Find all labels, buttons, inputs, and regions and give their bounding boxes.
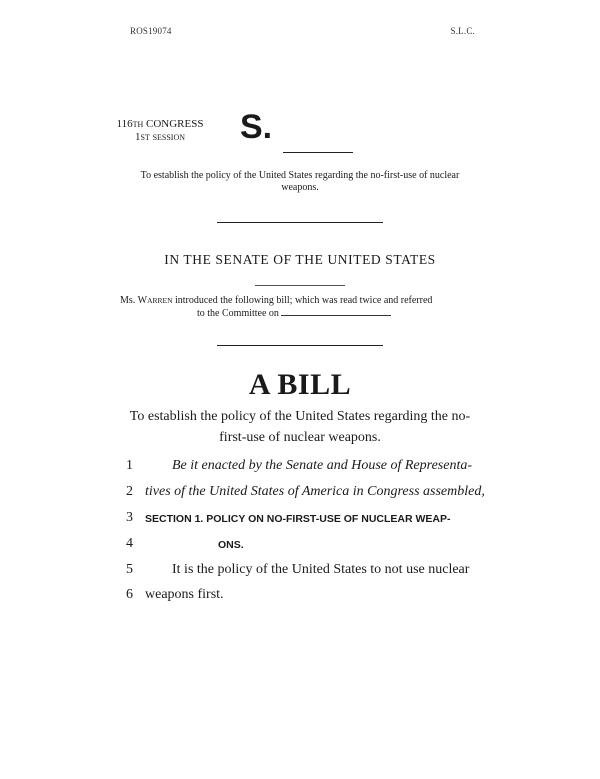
thin-divider <box>255 285 345 286</box>
bill-heading: A BILL <box>248 368 352 401</box>
introduction-statement <box>120 294 480 320</box>
line-number: 1 <box>126 458 133 473</box>
line-number: 6 <box>126 587 133 602</box>
session-word: SESSION <box>152 133 186 142</box>
chamber-heading: IN THE SENATE OF THE UNITED STATES <box>164 252 436 267</box>
session-label <box>100 131 220 144</box>
sponsor-prefix: Ms. <box>120 295 138 306</box>
document-id: ROS19074 <box>130 26 172 36</box>
bill-line <box>0 536 600 562</box>
section-heading-cont: ONS. <box>218 539 244 551</box>
section-heading: SECTION 1. POLICY ON NO-FIRST-USE OF NUCLEAR WEAP- <box>145 513 451 525</box>
congress-number: 116 <box>116 118 133 130</box>
bill-prefix: S. <box>240 108 273 146</box>
bill-line <box>0 562 600 588</box>
divider-rule <box>217 345 383 346</box>
line-text: weapons first. <box>145 587 224 602</box>
line-number: 5 <box>126 562 133 577</box>
intro-text-2: to the Committee on <box>197 308 279 319</box>
congress-word: CONGRESS <box>146 118 204 130</box>
congress-label <box>100 118 220 131</box>
line-text: tives of the United States of America in Congress assembled, <box>145 484 485 499</box>
line-number: 4 <box>126 536 133 551</box>
line-text: It is the policy of the United States to not use nuclear <box>172 562 470 577</box>
line-number: 2 <box>126 484 133 499</box>
divider-rule <box>217 222 383 223</box>
congress-session-block <box>100 118 220 144</box>
line-number: 3 <box>126 510 133 525</box>
line-text: Be it enacted by the Senate and House of Representa- <box>172 458 472 473</box>
long-title: To establish the policy of the United States regarding the no-first-use of nuclear weapons. <box>129 409 471 445</box>
bill-line <box>0 484 600 510</box>
sponsor-initial: W <box>137 295 148 306</box>
congress-suffix: TH <box>132 120 144 129</box>
bill-line <box>0 587 600 613</box>
bill-line <box>0 458 600 484</box>
bill-number-blank <box>283 152 353 153</box>
bill-line <box>0 510 600 536</box>
committee-blank <box>281 307 391 316</box>
sponsor-name: ARREN <box>147 296 173 305</box>
session-suffix: ST <box>140 133 150 142</box>
slc-label: S.L.C. <box>450 26 475 36</box>
session-number: 1 <box>134 131 141 143</box>
intro-line-2 <box>120 307 480 320</box>
intro-text-1: introduced the following bill; which was read twice and referred <box>172 295 433 306</box>
short-title: To establish the policy of the United States regarding the no-first-use of nuclear weapons. <box>140 170 460 193</box>
